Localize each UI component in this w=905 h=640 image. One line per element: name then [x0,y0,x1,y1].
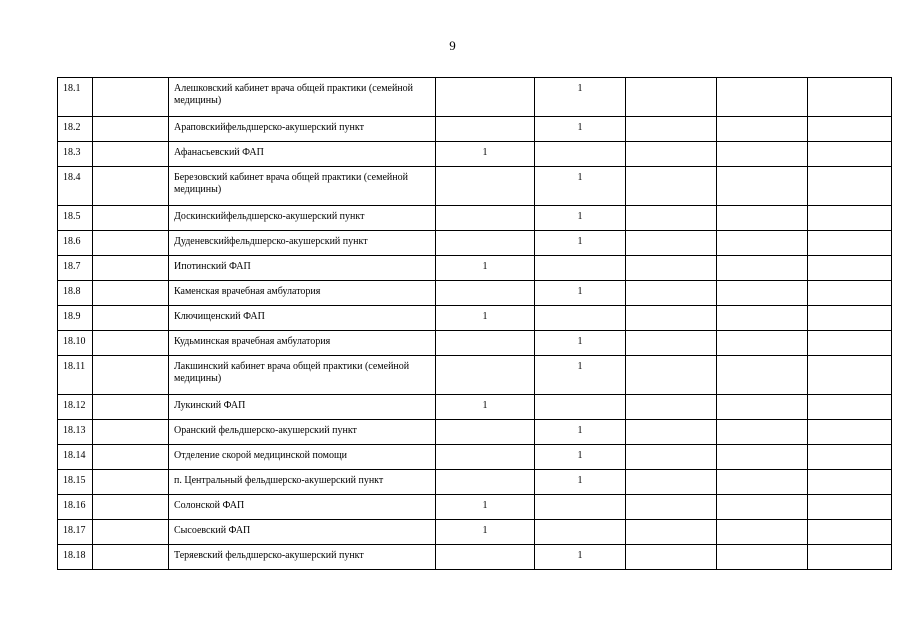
table-row [58,395,892,420]
count-cell-a [436,470,535,495]
table-row [58,117,892,142]
facility-name-cell: Сысоевский ФАП [169,520,436,545]
facility-name-cell: Дуденевскийфельдшерско-акушерский пункт [169,231,436,256]
count-cell-a [436,231,535,256]
empty-cell [717,470,808,495]
table-row [58,520,892,545]
empty-cell [93,231,169,256]
empty-cell [808,520,892,545]
facility-name-cell: Лукинский ФАП [169,395,436,420]
row-number-cell: 18.1 [58,78,93,117]
empty-cell [626,331,717,356]
empty-cell [808,281,892,306]
empty-cell [626,395,717,420]
empty-cell [717,495,808,520]
empty-cell [808,142,892,167]
empty-cell [808,78,892,117]
count-cell-b: 1 [535,545,626,570]
count-cell-b: 1 [535,331,626,356]
empty-cell [93,206,169,231]
row-number-cell: 18.9 [58,306,93,331]
empty-cell [717,142,808,167]
empty-cell [93,78,169,117]
count-cell-a: 1 [436,395,535,420]
empty-cell [808,420,892,445]
empty-cell [717,206,808,231]
facility-name-cell: Теряевский фельдшерско-акушерский пункт [169,545,436,570]
empty-cell [93,167,169,206]
empty-cell [808,331,892,356]
empty-cell [626,256,717,281]
empty-cell [93,117,169,142]
facilities-table [57,77,892,570]
table-row [58,356,892,395]
empty-cell [808,545,892,570]
count-cell-b: 1 [535,206,626,231]
count-cell-a: 1 [436,520,535,545]
count-cell-a [436,117,535,142]
empty-cell [626,306,717,331]
empty-cell [93,495,169,520]
empty-cell [717,78,808,117]
empty-cell [717,306,808,331]
empty-cell [808,306,892,331]
count-cell-b: 1 [535,78,626,117]
table-body [58,78,892,570]
table-row [58,231,892,256]
empty-cell [93,331,169,356]
count-cell-b [535,306,626,331]
facility-name-cell: Солонской ФАП [169,495,436,520]
facility-name-cell: Каменская врачебная амбулатория [169,281,436,306]
count-cell-a: 1 [436,306,535,331]
count-cell-b [535,495,626,520]
facility-name-cell: Араповскийфельдшерско-акушерский пункт [169,117,436,142]
count-cell-b: 1 [535,420,626,445]
count-cell-a: 1 [436,495,535,520]
count-cell-b: 1 [535,356,626,395]
count-cell-a [436,331,535,356]
facility-name-cell: Березовский кабинет врача общей практики (семейной медицины) [169,167,436,206]
table-row [58,142,892,167]
empty-cell [626,281,717,306]
empty-cell [808,167,892,206]
count-cell-a: 1 [436,256,535,281]
count-cell-b [535,395,626,420]
table-row [58,206,892,231]
empty-cell [717,445,808,470]
empty-cell [808,117,892,142]
count-cell-b [535,256,626,281]
empty-cell [808,231,892,256]
facility-name-cell: п. Центральный фельдшерско-акушерский пункт [169,470,436,495]
empty-cell [626,445,717,470]
facility-name-cell: Кудьминская врачебная амбулатория [169,331,436,356]
empty-cell [626,167,717,206]
empty-cell [808,356,892,395]
table-row [58,306,892,331]
empty-cell [626,231,717,256]
count-cell-b: 1 [535,445,626,470]
count-cell-a [436,78,535,117]
facility-name-cell: Ключищенский ФАП [169,306,436,331]
row-number-cell: 18.17 [58,520,93,545]
empty-cell [93,306,169,331]
facility-name-cell: Афанасьевский ФАП [169,142,436,167]
empty-cell [717,256,808,281]
facility-name-cell: Алешковский кабинет врача общей практики (семейной медицины) [169,78,436,117]
empty-cell [717,167,808,206]
row-number-cell: 18.2 [58,117,93,142]
empty-cell [93,420,169,445]
empty-cell [717,395,808,420]
row-number-cell: 18.11 [58,356,93,395]
empty-cell [717,331,808,356]
row-number-cell: 18.3 [58,142,93,167]
table-row [58,545,892,570]
empty-cell [808,470,892,495]
empty-cell [93,445,169,470]
count-cell-a [436,167,535,206]
row-number-cell: 18.12 [58,395,93,420]
row-number-cell: 18.14 [58,445,93,470]
count-cell-b: 1 [535,167,626,206]
empty-cell [626,356,717,395]
facility-name-cell: Ипотинский ФАП [169,256,436,281]
empty-cell [717,117,808,142]
count-cell-b [535,520,626,545]
empty-cell [808,395,892,420]
empty-cell [93,520,169,545]
empty-cell [626,520,717,545]
empty-cell [93,395,169,420]
table-row [58,78,892,117]
empty-cell [93,470,169,495]
row-number-cell: 18.7 [58,256,93,281]
facility-name-cell: Отделение скорой медицинской помощи [169,445,436,470]
empty-cell [93,256,169,281]
empty-cell [93,142,169,167]
empty-cell [717,545,808,570]
table-row [58,167,892,206]
empty-cell [808,206,892,231]
facility-name-cell: Доскинскийфельдшерско-акушерский пункт [169,206,436,231]
count-cell-a [436,206,535,231]
empty-cell [808,445,892,470]
empty-cell [626,206,717,231]
empty-cell [93,356,169,395]
empty-cell [717,520,808,545]
row-number-cell: 18.15 [58,470,93,495]
table-row [58,470,892,495]
count-cell-b: 1 [535,470,626,495]
empty-cell [717,231,808,256]
row-number-cell: 18.16 [58,495,93,520]
table-row [58,281,892,306]
row-number-cell: 18.13 [58,420,93,445]
facility-name-cell: Лакшинский кабинет врача общей практики (семейной медицины) [169,356,436,395]
count-cell-a [436,545,535,570]
count-cell-a [436,356,535,395]
table-row [58,445,892,470]
empty-cell [626,470,717,495]
row-number-cell: 18.6 [58,231,93,256]
empty-cell [808,495,892,520]
table-row [58,495,892,520]
empty-cell [626,420,717,445]
row-number-cell: 18.4 [58,167,93,206]
empty-cell [626,495,717,520]
count-cell-b [535,142,626,167]
empty-cell [717,281,808,306]
empty-cell [93,281,169,306]
row-number-cell: 18.18 [58,545,93,570]
table-row [58,420,892,445]
empty-cell [626,78,717,117]
empty-cell [626,545,717,570]
row-number-cell: 18.10 [58,331,93,356]
empty-cell [808,256,892,281]
count-cell-a: 1 [436,142,535,167]
count-cell-b: 1 [535,117,626,142]
count-cell-a [436,445,535,470]
table-row [58,256,892,281]
empty-cell [93,545,169,570]
count-cell-a [436,420,535,445]
row-number-cell: 18.8 [58,281,93,306]
count-cell-a [436,281,535,306]
facility-name-cell: Оранский фельдшерско-акушерский пункт [169,420,436,445]
empty-cell [626,142,717,167]
table-row [58,331,892,356]
page-number: 9 [449,38,456,53]
count-cell-b: 1 [535,231,626,256]
empty-cell [717,356,808,395]
empty-cell [717,420,808,445]
count-cell-b: 1 [535,281,626,306]
empty-cell [626,117,717,142]
row-number-cell: 18.5 [58,206,93,231]
